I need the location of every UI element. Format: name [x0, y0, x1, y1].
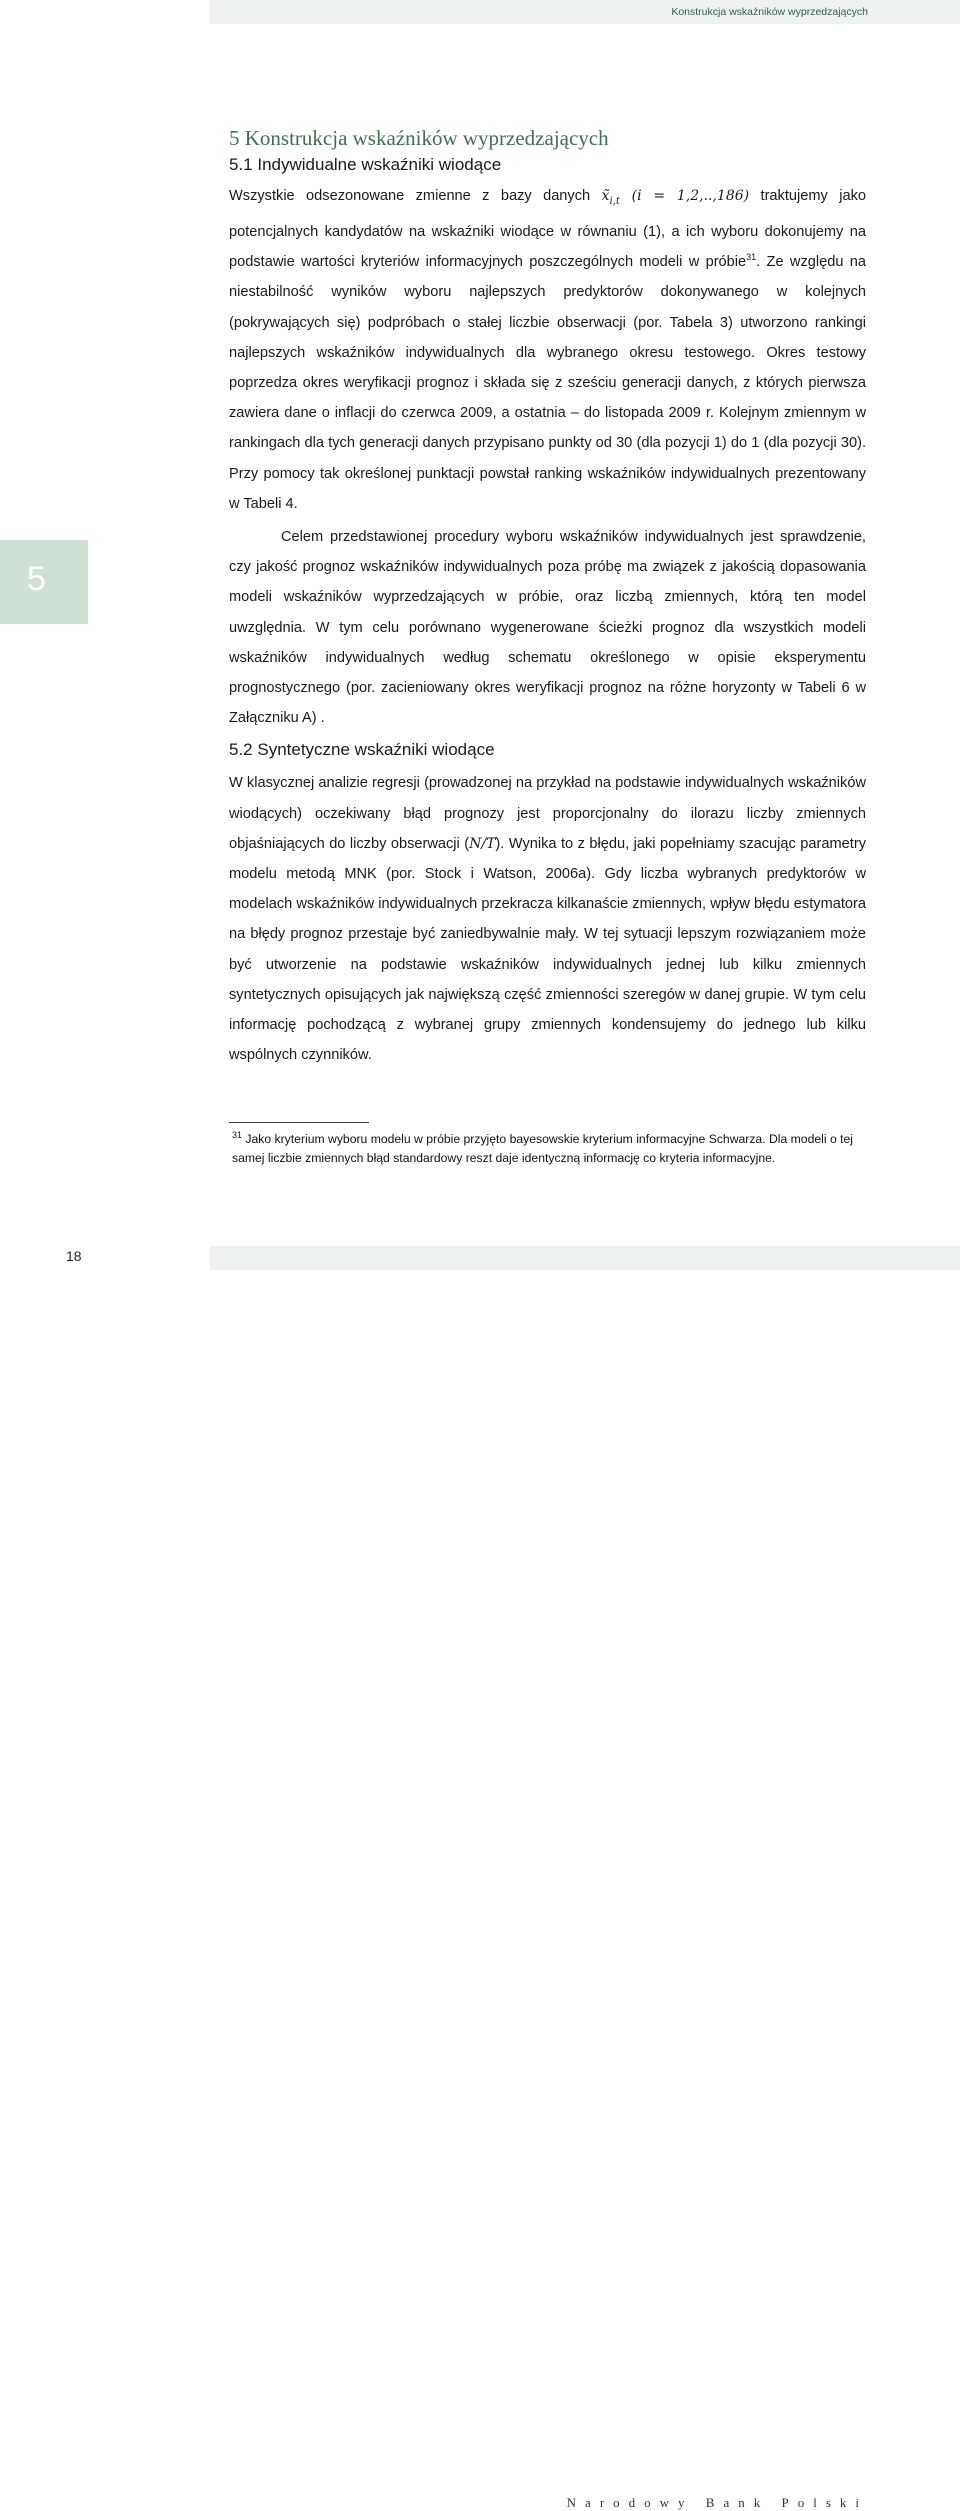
footer-brand: Narodowy Bank Polski — [566, 2495, 868, 2510]
page-number: 18 — [66, 1248, 82, 1264]
chapter-side-tab — [0, 540, 88, 624]
paragraph-2: Celem przedstawionej procedury wyboru wskaźników indywidualnych jest sprawdzenie, czy jakość prognoz wskaźników indywidualnych poza próbę ma związek z jakością dopasowania modeli wskaźników wyprzedzających w próbie, oraz liczbą zmiennych, którą ten model uwzględnia. W tym celu porównano wygenerowane ścieżki prognoz dla wszystkich modeli wskaźników indywidualnych według schematu określonego w opisie eksperymentu prognostycznego (por. zacieniowany okres weryfikacji prognoz na różne horyzonty w Tabeli 6 w Załączniku A) . — [229, 529, 866, 727]
subsection-title-5-1: 5.1 Indywidualne wskaźniki wiodące — [229, 155, 502, 174]
paragraph-1-text-a: Wszystkie odsezonowane zmienne z bazy danych — [229, 188, 602, 204]
subsection-title-5-2: 5.2 Syntetyczne wskaźniki wiodące — [229, 740, 495, 760]
footnote-ref[interactable]: 31 — [746, 252, 757, 263]
math-subscript: i,t — [609, 195, 620, 207]
math-range: (i = 1,2,..,186) — [619, 188, 750, 204]
running-header — [210, 0, 960, 24]
chapter-number: 5 — [27, 560, 46, 598]
section-title: 5 Konstrukcja wskaźników wyprzedzających — [229, 126, 609, 150]
paragraph-3 — [229, 768, 866, 1070]
footnote-number: 31 — [232, 1129, 243, 1140]
footnote-divider — [229, 1122, 369, 1123]
footnote — [232, 1130, 872, 1168]
paragraph-1 — [229, 181, 866, 519]
footer-bar — [210, 1246, 960, 2510]
main-content — [229, 124, 866, 1070]
paragraph-3-text-a: W klasycznej analizie regresji (prowadzonej na przykład na podstawie indywidualnych wskaźników wiodących) oczekiwany błąd prognozy jest proporcjonalny do ilorazu liczby zmiennych objaśniających do liczby obserwacji ( — [229, 775, 866, 852]
paragraph-3-text-b: ). Wynika to z błędu, jaki popełniamy szacując parametry modelu metodą MNK (por. Stock i Watson, 2006a). Gdy liczba wybranych predyktorów w modelach wskaźników indywidualnych przekracza kilkanaście zmiennych, wpływ błędu estymatora na błędy prognoz przestaje być zaniedbywalnie mały. W tej sytuacji lepszym rozwiązaniem może być utworzenie na podstawie wskaźników indywidualnych jednej lub kilku zmiennych syntetycznych opisujących jak największą część zmienności szeregów w danej grupie. W tym celu informację pochodzącą z wybranej grupy zmiennych kondensujemy do jednego lub kilku wspólnych czynników. — [229, 835, 866, 1064]
running-header-title: Konstrukcja wskaźników wyprzedzających — [671, 6, 868, 18]
math-var: x̃ — [601, 188, 610, 204]
footnote-text: Jako kryterium wyboru modelu w próbie przyjęto bayesowskie kryterium informacyjne Schwarza. Dla modeli o tej samej liczbie zmiennych błąd standardowy reszt daje identyczną informację co kryteria informacyjne. — [232, 1132, 853, 1165]
paragraph-1-text-b: traktujemy jako potencjalnych kandydatów na wskaźniki wiodące w równaniu (1), a ich wyboru dokonujemy na podstawie wartości kryteriów informacyjnych poszczególnych modeli w próbie — [229, 188, 866, 271]
math-ratio: N/T — [469, 835, 496, 852]
math-variable — [601, 188, 750, 207]
paragraph-1-text-c: . Ze względu na niestabilność wyników wyboru najlepszych predyktorów dokonywanego w kolejnych (pokrywających się) podpróbach o stałej liczbie obserwacji (por. Tabela 3) utworzono rankingi najlepszych wskaźników indywidualnych dla wybranego okresu testowego. Okres testowy poprzedza okres weryfikacji prognoz i składa się z sześciu generacji danych, z których pierwsza zawiera dane o inflacji do czerwca 2009, a ostatnia – do listopada 2009 r. Kolejnym zmiennym w rankingach dla tych generacji danych przypisano punkty od 30 (dla pozycji 1) do 1 (dla pozycji 30). Przy pomocy tak określonej punktacji powstał ranking wskaźników indywidualnych prezentowany w Tabeli 4. — [229, 254, 867, 512]
